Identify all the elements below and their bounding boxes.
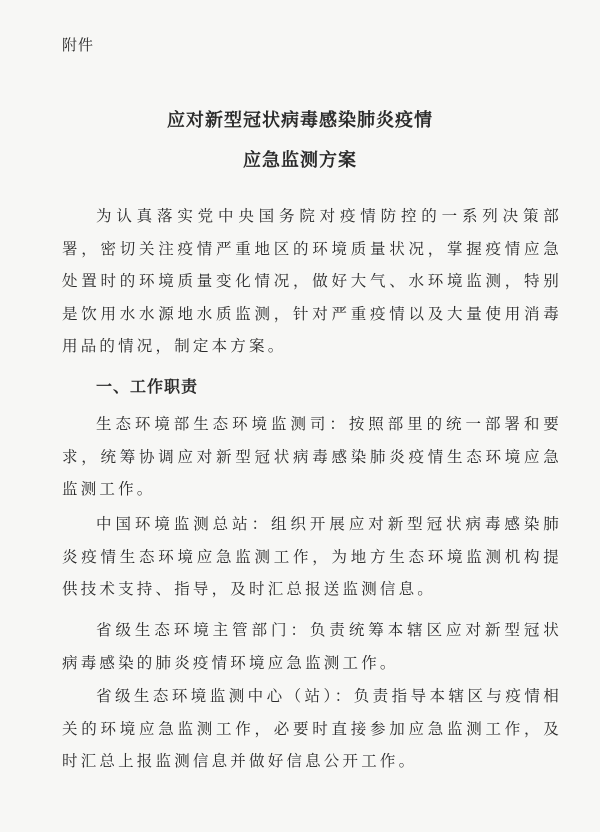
section-heading-duties: 一、工作职责 xyxy=(96,377,199,396)
paragraph-provincial-monitoring-center: 省级生态环境监测中心（站）：负责指导本辖区与疫情相关的环境应急监测工作，必要时直接参加应急监测工作，及时汇总上报监测信息并做好信息公开工作。 xyxy=(62,687,562,770)
paragraph-national-monitoring-station: 中国环境监测总站：组织开展应对新型冠状病毒感染肺炎疫情生态环境应急监测工作，为地方生态环境监测机构提供技术支持、指导，及时汇总报送监测信息。 xyxy=(62,515,562,598)
document-title-line-1: 应对新型冠状病毒感染肺炎疫情 xyxy=(167,110,433,131)
attachment-label: 附件 xyxy=(62,36,95,54)
intro-paragraph: 为认真落实党中央国务院对疫情防控的一系列决策部署，密切关注疫情严重地区的环境质量状况，掌握疫情应急处置时的环境质量变化情况，做好大气、水环境监测，特别是饮用水水源地水质监测，针对严重疫情以及大量使用消毒用品的情况，制定本方案。 xyxy=(62,207,562,355)
paragraph-provincial-authority: 省级生态环境主管部门：负责统筹本辖区应对新型冠状病毒感染的肺炎疫情环境应急监测工作。 xyxy=(62,621,562,672)
paragraph-ecology-monitoring-dept: 生态环境部生态环境监测司：按照部里的统一部署和要求，统筹协调应对新型冠状病毒感染肺炎疫情生态环境应急监测工作。 xyxy=(62,415,562,498)
document-title-line-2: 应急监测方案 xyxy=(243,150,357,171)
